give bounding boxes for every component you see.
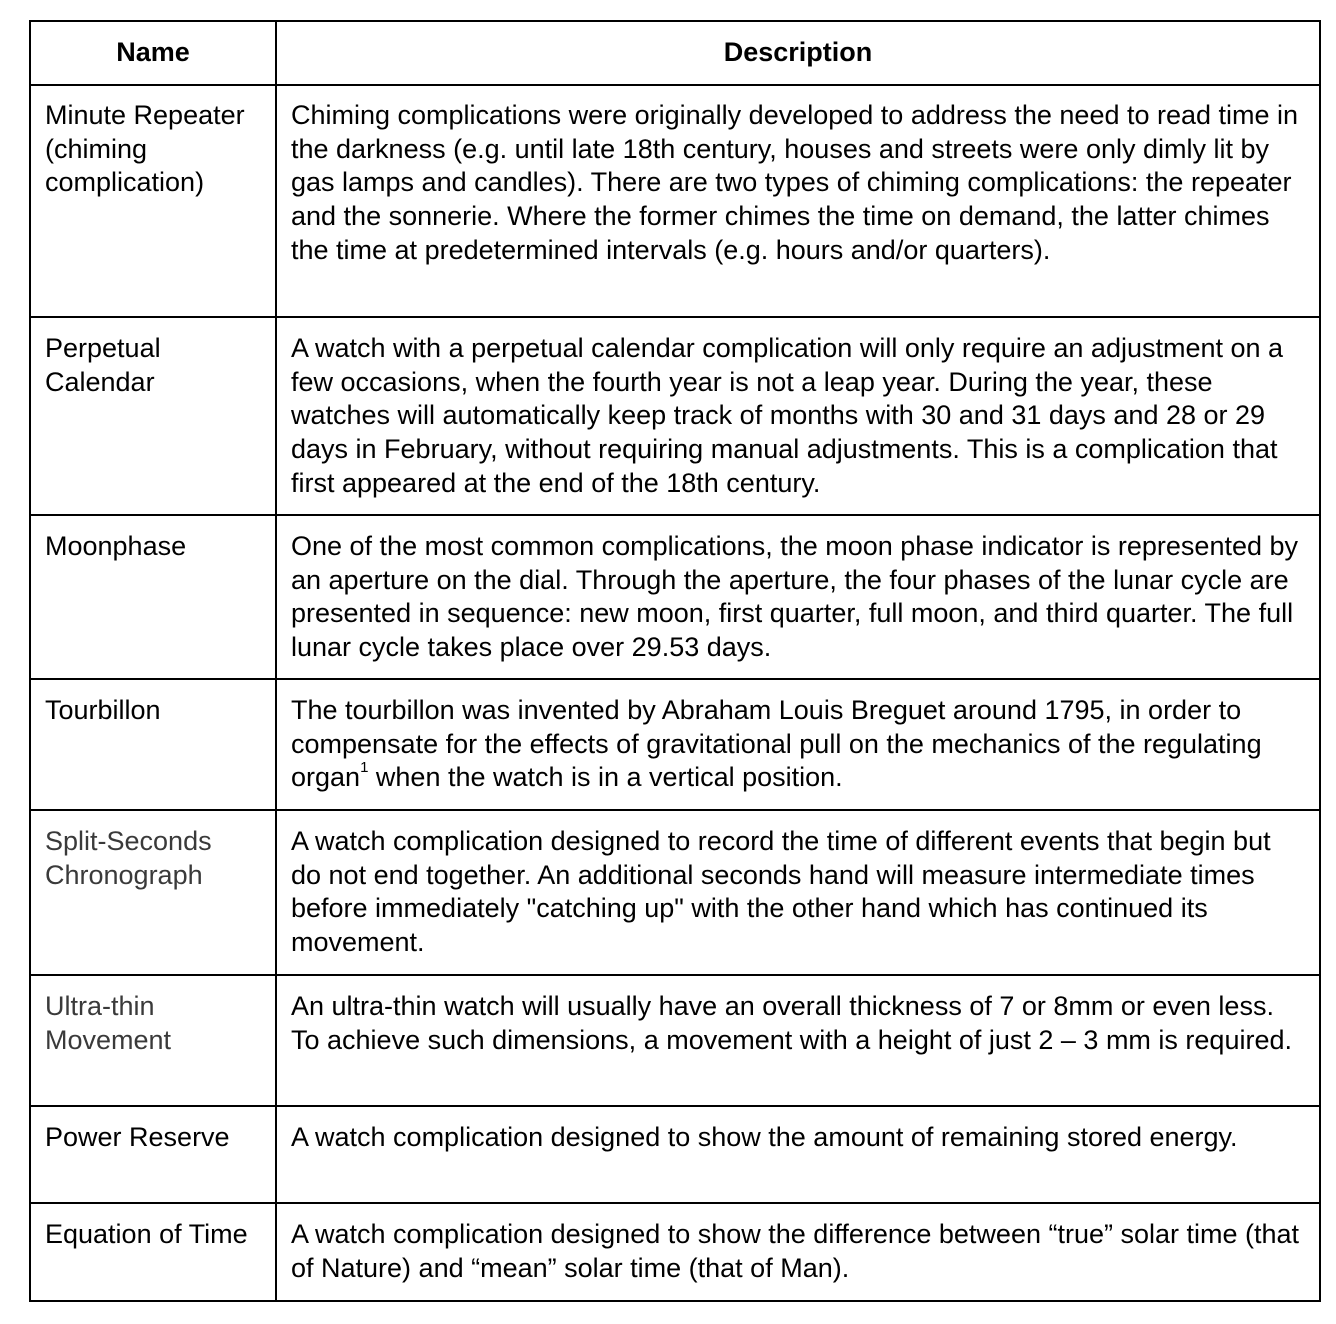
row-name-perpetual-calendar: Perpetual Calendar [30,317,276,515]
table-row [30,810,1320,975]
row-description-tourbillon [276,679,1320,810]
table-row [30,317,1320,515]
row-description-minute-repeater: Chiming complications were originally developed to address the need to read time in the darkness (e.g. until late 18th century, houses and streets were only dimly lit by gas lamps and candles). There are two types of chiming complications: the repeater and the sonnerie. Where the former chimes the time on demand, the latter chimes the time at predetermined intervals (e.g. hours and/or quarters). [276,85,1320,317]
complications-table [29,20,1321,1302]
table-row [30,975,1320,1106]
row-name-tourbillon: Tourbillon [30,679,276,810]
row-name-equation-of-time: Equation of Time [30,1203,276,1301]
row-name-ultra-thin-movement: Ultra-thin Movement [30,975,276,1106]
table-row [30,85,1320,317]
row-name-split-seconds-chronograph: Split-Seconds Chronograph [30,810,276,975]
tourbillon-description-text: The tourbillon was invented by Abraham Louis Breguet around 1795, in order to compensate for the effects of gravitational pull on the mechanics of the regulating organ [291,695,1262,793]
row-description-equation-of-time: A watch complication designed to show the difference between “true” solar time (that of Nature) and “mean” solar time (that of Man). [276,1203,1320,1301]
row-description-ultra-thin-movement: An ultra-thin watch will usually have an overall thickness of 7 or 8mm or even less. To achieve such dimensions, a movement with a height of just 2 – 3 mm is required. [276,975,1320,1106]
row-description-power-reserve: A watch complication designed to show the amount of remaining stored energy. [276,1106,1320,1203]
header-name: Name [30,21,276,85]
row-description-split-seconds-chronograph: A watch complication designed to record the time of different events that begin but do not end together. An additional seconds hand will measure intermediate times before immediately "catching up" with the other hand which has continued its movement. [276,810,1320,975]
row-description-perpetual-calendar: A watch with a perpetual calendar complication will only require an adjustment on a few occasions, when the fourth year is not a leap year. During the year, these watches will automatically keep track of months with 30 and 31 days and 28 or 29 days in February, without requiring manual adjustments. This is a complication that first appeared at the end of the 18th century. [276,317,1320,515]
header-description: Description [276,21,1320,85]
footnote-marker: 1 [360,759,369,777]
table-row [30,1203,1320,1301]
row-name-power-reserve: Power Reserve [30,1106,276,1203]
row-name-moonphase: Moonphase [30,515,276,679]
table-row [30,1106,1320,1203]
table-row [30,515,1320,679]
tourbillon-description-text-end: when the watch is in a vertical position. [368,762,843,793]
table-row [30,679,1320,810]
header-row [30,21,1320,85]
row-description-moonphase: One of the most common complications, the moon phase indicator is represented by an aperture on the dial. Through the aperture, the four phases of the lunar cycle are presented in sequence: new moon, first quarter, full moon, and third quarter. The full lunar cycle takes place over 29.53 days. [276,515,1320,679]
row-name-minute-repeater: Minute Repeater (chiming complication) [30,85,276,317]
